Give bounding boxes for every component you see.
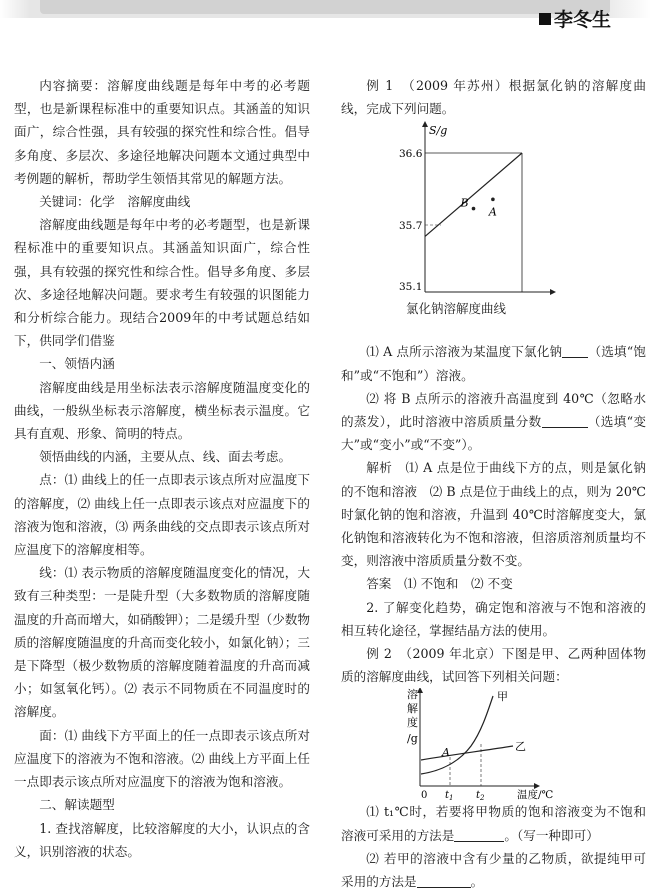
y-axis-label: S/g xyxy=(429,124,448,138)
body-paragraph: 溶解度曲线是用坐标法表示溶解度随温度变化的曲线，一般纵坐标表示溶解度，横坐标表示温度。它具有直观、形象、简明的特点。 xyxy=(14,379,310,442)
example-2-title: 例 2 （2009 年北京）下图是甲、乙两种固体物质的溶解度曲线，试回答下列相关问题： xyxy=(341,646,646,685)
square-bullet-icon xyxy=(539,13,551,25)
analysis: 解析 ⑴ A 点是位于曲线下方的点，则是氯化钠的不饱和溶液 ⑵ B 点是位于曲线上的点，则为 20℃时氯化钠的饱和溶液，升温到 40℃时溶解度变大，氯化钠饱和溶液转化为不饱和溶液，但溶质溶剂质量均不变，则溶液中溶质质量分数不变。 xyxy=(341,460,646,569)
section-heading-1: 一、领悟内涵 xyxy=(39,356,115,372)
right-column xyxy=(341,74,646,893)
question-2: ⑵ 将 B 点所示的溶液升高温度到 40℃（忽略水的蒸发），此时溶液中溶质质量分数 （选填“变大”或“变小”或“不变”）。 xyxy=(341,390,646,453)
answer-blank xyxy=(562,343,588,358)
label-jia: 甲 xyxy=(497,690,508,704)
point-2: 2. 了解变化趋势，确定饱和溶液与不饱和溶液的相互转化途径，掌握结晶方法的使用。 xyxy=(341,599,646,638)
point-a-label: A xyxy=(488,205,497,219)
answer: 答案 ⑴ 不饱和 ⑵ 不变 xyxy=(366,576,513,592)
x-tick-0: 0 xyxy=(421,790,428,801)
x-tick-t1: $t_1$ xyxy=(445,790,454,801)
left-column xyxy=(14,74,310,863)
body-paragraph-lines: 线：⑴ 表示物质的溶解度随温度变化的情况，大致有三种类型：一是陡升型（大多数物质的溶解度随温度的升高而增大，如硝酸钾）；二是缓升型（少数物质的溶解度随温度的升高而变化较小，如氯化钠）；三是下降型（极少数物质的溶解度随着温度的升高而减小；如氢氧化钙）。⑵ 表示不同物质在不同温度时的溶解度。 xyxy=(14,565,310,720)
y-label-char: 解 xyxy=(407,702,418,716)
y-label-char: 度 xyxy=(407,716,418,730)
point-b-marker xyxy=(472,207,476,211)
point-a-marker xyxy=(491,198,495,202)
author-name: 李冬生 xyxy=(539,5,611,32)
body-paragraph: 1. 查找溶解度，比较溶解度的大小，认识点的含义，识别溶液的状态。 xyxy=(14,820,310,859)
keywords: 关键词：化学 溶解度曲线 xyxy=(39,194,191,210)
y-tick-36-6: 36.6 xyxy=(399,148,423,161)
nacl-solubility-chart xyxy=(341,120,646,295)
curve-yi xyxy=(421,746,513,760)
answer-blank xyxy=(454,827,504,842)
answer-blank xyxy=(417,873,471,888)
figure-1-caption: 氯化钠溶解度曲线 xyxy=(405,301,506,317)
nacl-curve xyxy=(425,153,522,236)
body-paragraph-surfaces: 面：⑴ 曲线下方平面上的任一点即表示该点所对应温度下的溶液为不饱和溶液。⑵ 曲线上方平面上任一点即表示该点所对应温度下的溶液为饱和溶液。 xyxy=(14,727,310,790)
body-paragraph: 领悟曲线的内涵，主要从点、线、面去考虑。 xyxy=(39,449,292,465)
question-1: ⑴ A 点所示溶液为某温度下氯化钠 （选填“饱和”或“不饱和”）溶液。 xyxy=(341,344,646,383)
label-yi: 乙 xyxy=(515,740,526,754)
answer-blank xyxy=(542,413,588,428)
intro-paragraph: 溶解度曲线题是每年中考的必考题型，也是新课程标准中的重要知识点。其涵盖知识面广，综合性强，具有较强的探究性和综合性。倡导多角度、多层次、多途径地解决问题。要求考生有较强的识图能力和分析综合能力。现结合2009年的中考试题总结如下，供同学们借鉴 xyxy=(14,217,310,349)
abstract-paragraph: 内容摘要：溶解度曲线题是每年中考的必考题型，也是新课程标准中的重要知识点。其涵盖的知识面广，综合性强，具有较强的探究性和综合性。倡导多角度、多层次、多途径地解决问题本文通过典型中考例题的解析，帮助学生领悟其常见的解题方法。 xyxy=(14,78,310,186)
y-tick-35-1: 35.1 xyxy=(399,281,423,294)
x-axis-label: 温度/℃ xyxy=(517,789,554,801)
question-4: ⑵ 若甲的溶液中含有少量的乙物质，欲提纯甲可采用的方法是 。 xyxy=(341,850,646,890)
intersection-a-label: A xyxy=(442,746,450,760)
body-paragraph-points: 点：⑴ 曲线上的任一点即表示该点所对应温度下的溶解度，⑵ 曲线上任一点即表示该点对应温度下的溶液为饱和溶液，⑶ 两条曲线的交点即表示该点所对应温度下的溶解度相等。 xyxy=(14,472,310,558)
y-label-char: 溶 xyxy=(407,688,418,702)
question-3: ⑴ t₁℃时，若要将甲物质的饱和溶液变为不饱和溶液可采用的方法是 。（写一种即可） xyxy=(341,804,646,843)
point-b-label: B xyxy=(460,197,469,211)
curve-jia xyxy=(421,696,493,774)
figure-2 xyxy=(341,688,646,800)
x-tick-t2: $t_2$ xyxy=(476,790,485,801)
y-label-char: /g xyxy=(407,732,418,746)
example-1-title: 例 1 （2009 年苏州）根据氯化钠的溶解度曲线，完成下列问题。 xyxy=(341,78,646,117)
solubility-chart-jia-yi xyxy=(341,688,646,800)
y-tick-35-7: 35.7 xyxy=(399,220,423,233)
section-heading-2: 二、解读题型 xyxy=(39,797,115,813)
figure-1 xyxy=(341,120,646,316)
